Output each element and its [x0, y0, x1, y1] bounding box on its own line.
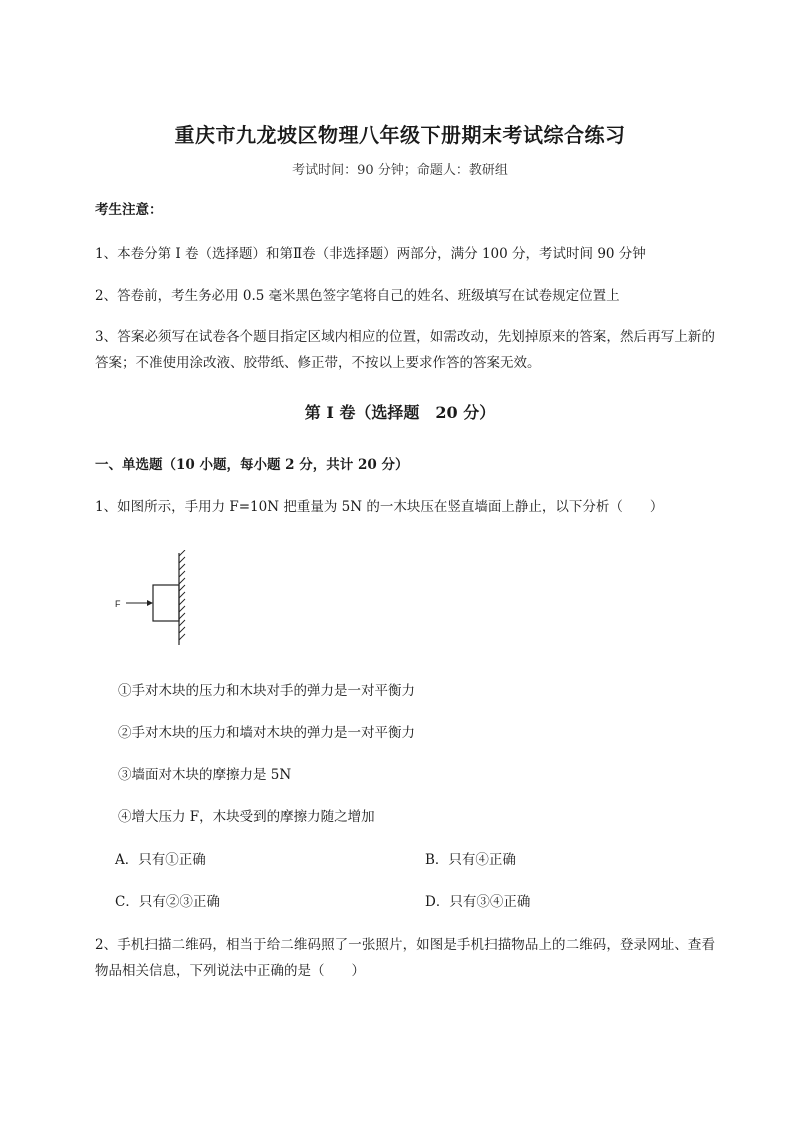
option-b: B．只有④正确	[425, 852, 516, 868]
notice-item-3: 3、答案必须写在试卷各个题目指定区域内相应的位置，如需改动，先划掉原来的答案，然后再写上新的答案；不准使用涂改液、胶带纸、修正带，不按以上要求作答的答案无效。	[95, 329, 715, 371]
force-diagram-figure	[112, 550, 202, 660]
force-arrow-head	[147, 600, 153, 606]
question-1-stem: 1、如图所示，手用力 F=10N 把重量为 5N 的一木块压在竖直墙面上静止，以下分析（ ）	[95, 499, 664, 515]
wall-hatching	[179, 550, 185, 640]
section-title: 第 I 卷（选择题 20 分）	[304, 403, 496, 422]
notice-heading: 考生注意：	[95, 202, 163, 218]
option-d: D．只有③④正确	[425, 894, 531, 910]
notice-item-2: 2、答卷前，考生务必用 0.5 毫米黑色签字笔将自己的姓名、班级填写在试卷规定位置上	[95, 288, 620, 304]
exam-title: 重庆市九龙坡区物理八年级下册期末考试综合练习	[174, 123, 626, 147]
option-a: A．只有①正确	[115, 852, 206, 868]
notice-item-1: 1、本卷分第 I 卷（选择题）和第Ⅱ卷（非选择题）两部分，满分 100 分，考试时间 90 分钟	[95, 246, 646, 262]
question-2-stem: 2、手机扫描二维码，相当于给二维码照了一张照片，如图是手机扫描物品上的二维码，登录网址、查看物品相关信息，下列说法中正确的是（ ）	[95, 937, 715, 979]
wooden-block	[153, 585, 179, 621]
statement-4: ④增大压力 F，木块受到的摩擦力随之增加	[118, 809, 375, 825]
statement-3: ③墙面对木块的摩擦力是 5N	[118, 767, 292, 783]
option-c: C．只有②③正确	[115, 894, 220, 910]
statement-1: ①手对木块的压力和木块对手的弹力是一对平衡力	[118, 683, 415, 699]
part-heading: 一、单选题（10 小题，每小题 2 分，共计 20 分）	[95, 457, 409, 473]
exam-subtitle: 考试时间：90 分钟；命题人：教研组	[292, 163, 508, 178]
force-label: F	[115, 599, 121, 609]
statement-2: ②手对木块的压力和墙对木块的弹力是一对平衡力	[118, 725, 415, 741]
